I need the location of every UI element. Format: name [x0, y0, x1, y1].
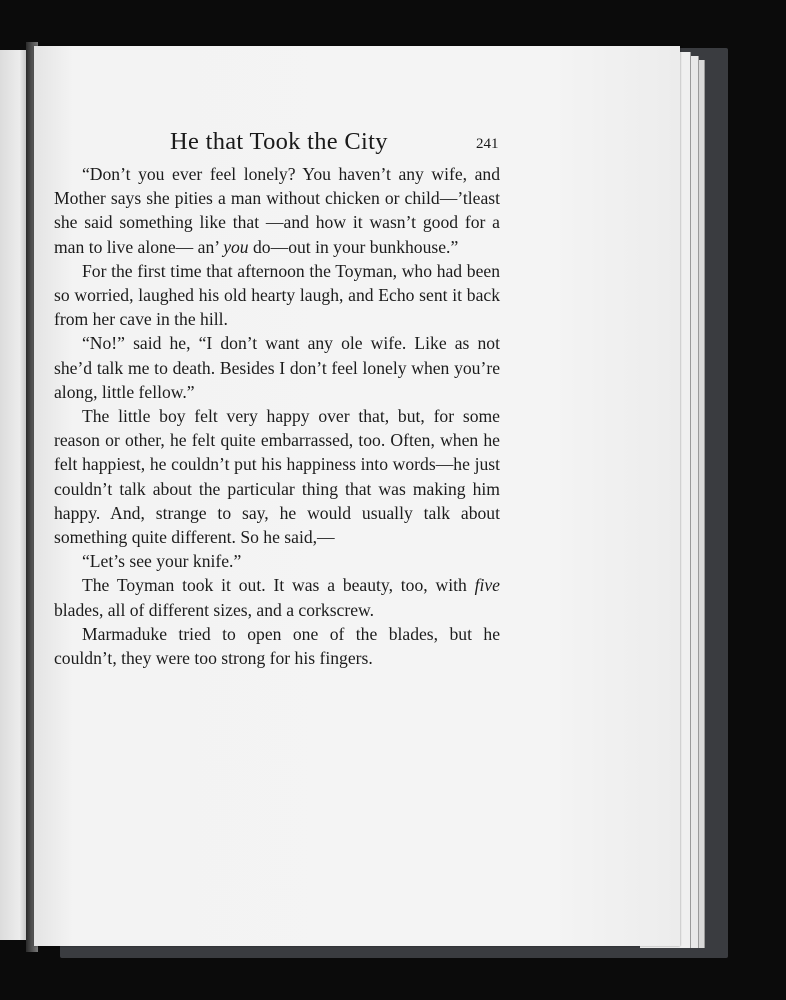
paragraph — [54, 573, 500, 621]
paragraph: For the first time that afternoon the Toyman, who had been so worried, laughed his old hearty laugh, and Echo sent it back from her cave in the hill. — [54, 260, 500, 330]
emphasis-text: you — [223, 236, 249, 257]
emphasis-text: five — [474, 575, 500, 596]
paragraph: The little boy felt very happy over that, but, for some reason or other, he felt quite embarrassed, too. Often, when he felt happiest, he couldn’t put his happiness into words—he just couldn’t talk about the particular thing that was making him happy. And, strange to say, he would usually talk about something quite different. So he said,— — [54, 406, 500, 548]
running-head: He that Took the City — [170, 128, 388, 155]
paragraph: “No!” said he, “I don’t want any ole wife. Like as not she’d talk me to death. Besides I don’t feel lonely when you’re along, little fellow.” — [54, 333, 500, 402]
facing-page-edge — [0, 50, 28, 940]
book-page — [34, 46, 680, 946]
paragraph: Marmaduke tried to open one of the blades, but he couldn’t, they were too strong for his fingers. — [54, 623, 500, 669]
paragraph-text: “Don’t you ever feel lonely? You haven’t any wife, and Mother says she pities a man without chicken or child—’tleast she said something like that —and how it wasn’t good for a man to live alone— an’ — [54, 164, 500, 257]
paragraph-text: blades, all of different sizes, and a corkscrew. — [54, 599, 374, 620]
paragraph-text: do—out in your bunkhouse.” — [248, 236, 459, 257]
body-text — [54, 162, 500, 670]
paragraph — [54, 162, 500, 259]
paragraph: “Let’s see your knife.” — [82, 551, 242, 572]
page-number: 241 — [476, 136, 499, 152]
paragraph-text: The Toyman took it out. It was a beauty, too, with — [82, 575, 475, 596]
